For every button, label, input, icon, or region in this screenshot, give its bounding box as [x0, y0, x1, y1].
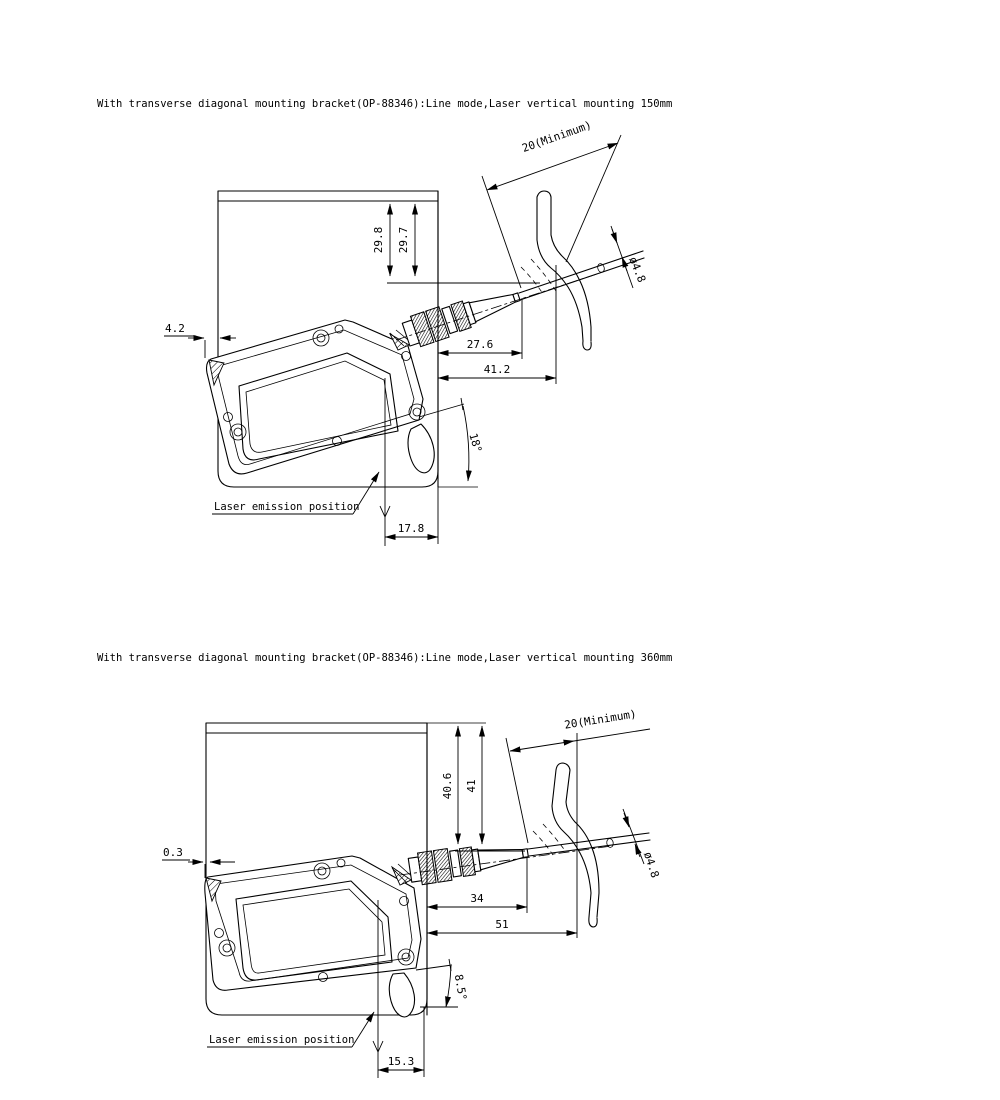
- bracket-hook-1: [408, 424, 434, 473]
- connector-1: [401, 282, 524, 350]
- dim-height-inner-2: 41: [465, 779, 478, 793]
- cable-2: [528, 833, 650, 856]
- dim-height-inner-1: 29.7: [397, 226, 410, 254]
- bent-cable-2: [533, 763, 599, 927]
- dim-min-bend-2: 20(Minimum): [563, 707, 638, 732]
- dim-cable-dia-1: ø4.8: [626, 254, 649, 285]
- dim-len-connector-1: 27.6: [466, 338, 494, 351]
- laser-emission-label-1: Laser emission position: [214, 501, 360, 513]
- panel-150mm: [97, 98, 672, 546]
- dim-len-total-1: 41.2: [483, 363, 511, 376]
- dim-len-connector-2: 34: [470, 892, 484, 905]
- connector-2: [408, 837, 530, 886]
- dim-cable-dia-2: ø4.8: [641, 850, 662, 880]
- laser-emission-label-2: Laser emission position: [209, 1034, 355, 1046]
- dim-angle-2: 8.5°: [451, 973, 470, 1002]
- panel1-title: With transverse diagonal mounting bracket(OP-88346):Line mode,Laser vertical mounting 150mm: [97, 98, 673, 110]
- dim-min-bend-1: 20(Minimum): [520, 118, 594, 155]
- dim-height-outer-1: 29.8: [372, 226, 385, 254]
- dim-height-outer-2: 40.6: [441, 772, 454, 800]
- cable-1: [519, 251, 644, 300]
- dim-emission-offset-2: 15.3: [387, 1055, 415, 1068]
- sensor-body-2: [205, 856, 421, 1017]
- dim-angle-1: 18°: [466, 431, 485, 455]
- panel-360mm: [97, 652, 672, 1078]
- dim-left-offset-1: 4.2: [165, 322, 185, 335]
- dim-emission-offset-1: 17.8: [397, 522, 425, 535]
- bracket-hook-2: [389, 973, 414, 1017]
- dim-left-offset-2: 0.3: [163, 846, 183, 859]
- panel2-title: With transverse diagonal mounting bracket(OP-88346):Line mode,Laser vertical mounting 360mm: [97, 652, 673, 664]
- sensor-body-1: [207, 320, 435, 474]
- dim-len-total-2: 51: [495, 918, 509, 931]
